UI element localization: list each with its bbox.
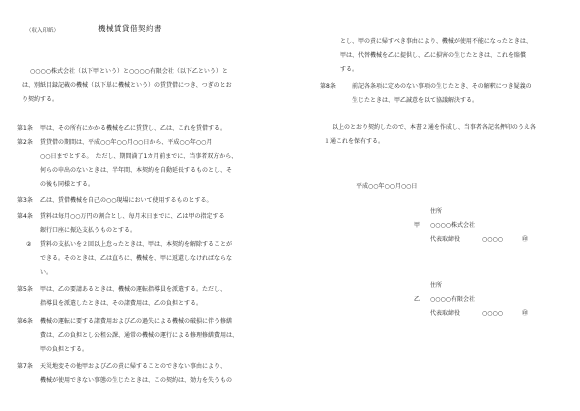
article-line: 機械の運転に要する諸費用および乙の過失による機械の破損に伴う修繕 [40, 318, 233, 325]
paragraph-number: ② [26, 241, 32, 248]
article-number: 第1条 [17, 125, 33, 132]
article-line: 天災地変その他甲および乙の責に帰することのできない事由により、 [40, 363, 227, 370]
article-number: 第8条 [320, 83, 336, 90]
article-continuation-line: する。 [340, 66, 359, 73]
contract-date: 平成○○年○○月○○日 [356, 183, 418, 190]
party-b-rep-label: 代表取締役 [430, 310, 461, 317]
intro-line: ○○○○株式会社（以下甲という）と○○○○有限会社（以下乙という）と [30, 68, 228, 75]
article-line: 甲は、その所有にかかる機械を乙に賃貸し、乙は、これを賃借する。 [40, 125, 227, 132]
article-line: ○○日までとする。 ただし、期間満了1カ月前までに、当事者双方から、 [40, 153, 238, 160]
article-line: できる。そのときは、乙は直ちに、機械を、甲に返還しなければならな [40, 255, 233, 262]
article-line: の後も同様とする。 [40, 181, 95, 188]
article-line: 甲の負担とする。 [40, 346, 89, 353]
party-a-rep-label: 代表取締役 [430, 236, 461, 243]
article-line: 賃貸借の期間は、平成○○年○○月○○日から、平成○○年○○月 [40, 139, 213, 146]
article-number: 第6条 [17, 318, 33, 325]
article-line: 銀行口座に振込支払うものとする。 [40, 227, 137, 234]
party-a-rep-name: ○○○○ [482, 236, 503, 243]
document-title: 機械賃貸借契約書 [98, 24, 162, 33]
article-continuation-line: 甲は、代替機械を乙に提供し、乙に損害の生じたときは、これを賠償 [340, 52, 527, 59]
right-page [290, 0, 580, 411]
revenue-stamp-label: （収入印紙） [26, 28, 60, 34]
intro-line: り契約する。 [22, 96, 59, 103]
article-number: 第5条 [17, 286, 33, 293]
party-b-seal-mark: ㊞ [522, 310, 529, 317]
article-line: 乙は、賃借機械を自己の○○現場において使用するものとする。 [40, 197, 213, 204]
party-a-company: ○○○○株式会社 [430, 222, 475, 229]
party-a-address-label: 住所 [430, 208, 443, 215]
party-a-mark: 甲 [414, 222, 421, 229]
article-continuation-line: とし、甲の責に帰すべき事由により、機械が使用不能になったときは、 [340, 38, 532, 45]
article-line: 何らの申出のないときは、半年間、本契約を自動延長するものとし、そ [40, 167, 233, 174]
party-b-mark: 乙 [414, 296, 421, 303]
closing-line: １通これを保有する。 [324, 138, 385, 145]
article-line: 生じたときは、甲乙誠意を以て協議解決する。 [352, 97, 479, 104]
closing-line: 以上のとおり契約したので、本書２通を作成し、当事者各記名押印のうえ各 [332, 124, 536, 131]
article-line: 費は、乙の負担とし公租公課、通常の機械の運行による修理修繕費用は、 [40, 332, 239, 339]
article-line: 機械が使用できない事態の生じたときは、この契約は、効力を失うもの [40, 377, 233, 384]
article-line: 賃料は毎月○○万円の割合とし、毎月末日までに、乙は甲の指定する [40, 213, 225, 220]
party-a-seal-mark: ㊞ [522, 236, 529, 243]
intro-line: は、別紙目録記載の機械（以下単に機械という）の賃貸借につき、つぎのとお [22, 82, 232, 89]
party-b-address-label: 住所 [430, 282, 443, 289]
article-number: 第3条 [17, 197, 33, 204]
article-line: 指導員を派遣したときは、その諸費用は、乙の負担とする。 [40, 300, 203, 307]
party-b-rep-name: ○○○○ [482, 310, 503, 317]
article-number: 第4条 [17, 213, 33, 220]
party-b-company: ○○○○有限会社 [430, 296, 475, 303]
article-line: 賃料の支払いを２回以上怠ったときは、甲は、本契約を解除することが [40, 241, 233, 248]
article-line: 前記各条項に定めのない事項の生じたとき、その解釈につき疑義の [352, 83, 532, 90]
article-line: い。 [40, 269, 53, 276]
article-line: 甲は、乙の要請あるときは、機械の運転指導員を派遣する。ただし、 [40, 286, 227, 293]
article-number: 第7条 [17, 363, 33, 370]
article-number: 第2条 [17, 139, 33, 146]
